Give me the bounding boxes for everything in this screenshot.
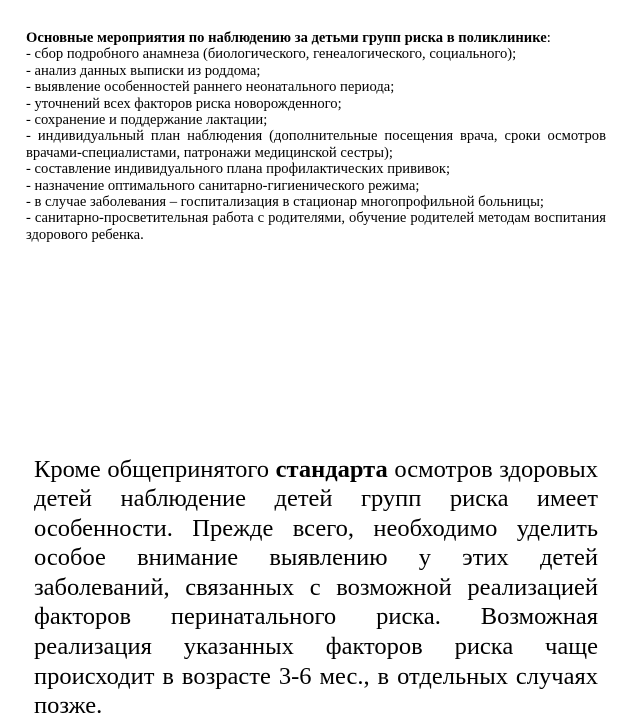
measures-heading-bold: Основные мероприятия по наблюдению за детьми групп риска в поликлинике: [26, 30, 547, 46]
list-item: - назначение оптимального санитарно-гигиенического режима;: [26, 177, 420, 194]
measures-list: [26, 46, 606, 243]
standard-paragraph: [34, 455, 598, 721]
paragraph-text-start: Кроме общепринятого: [34, 455, 276, 483]
measures-section: [26, 30, 606, 243]
measures-heading: [26, 30, 606, 46]
list-item: - уточнений всех факторов риска новорожденного;: [26, 95, 342, 112]
measures-heading-colon: :: [546, 30, 551, 46]
list-item: - выявление особенностей раннего неонатального периода;: [26, 79, 395, 96]
paragraph-bold-term: стандарта: [275, 455, 388, 483]
list-item: - санитарно-просветительная работа с родителями, обучение родителей методам воспитания здорового ребенка.: [26, 210, 606, 243]
list-item: - анализ данных выписки из роддома;: [26, 62, 261, 79]
paragraph-text-rest: осмотров здоровых детей наблюдение детей групп риска имеет особенности. Прежде всего, необходимо уделить особое внимание выявлению у этих детей заболеваний, связанных с возможной реализацией факторов перинатального риска. Возможная реализация указанных факторов риска чаще происходит в возрасте 3-6 мес., в отдельных случаях позже.: [34, 455, 598, 720]
list-item: - сбор подробного анамнеза (биологического, генеалогического, социального);: [26, 46, 517, 63]
list-item: - индивидуальный план наблюдения (дополнительные посещения врача, сроки осмотров врачами-специалистами, патронажи медицинской сестры);: [26, 128, 606, 161]
list-item: - составление индивидуального плана профилактических прививок;: [26, 161, 451, 178]
list-item: - сохранение и поддержание лактации;: [26, 112, 268, 129]
list-item: - в случае заболевания – госпитализация в стационар многопрофильной больницы;: [26, 194, 544, 211]
